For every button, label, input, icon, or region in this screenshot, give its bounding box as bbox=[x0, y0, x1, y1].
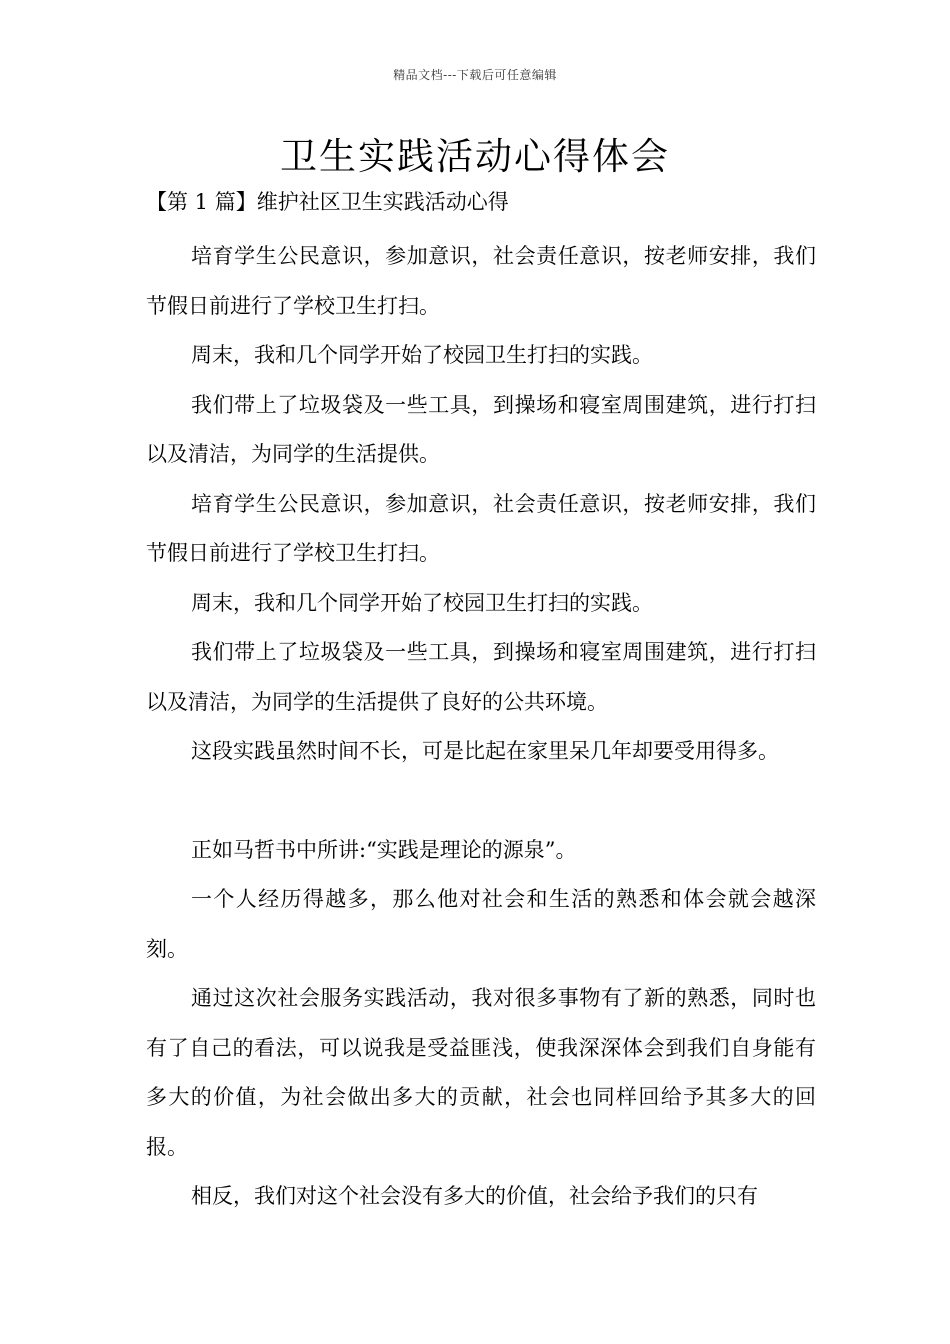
paragraph: 正如马哲书中所讲:“实践是理论的源泉”。 bbox=[191, 837, 577, 862]
paragraph: 通过这次社会服务实践活动，我对很多事物有了新的熟悉，同时也有了自己的看法，可以说我是受益匪浅，使我深深体会到我们自身能有多大的价值，为社会做出多大的贡献，社会也同样回给予其多大的回报。 bbox=[146, 986, 816, 1159]
paragraph: 培育学生公民意识，参加意识，社会责任意识，按老师安排，我们节假日前进行了学校卫生打扫。 bbox=[146, 491, 816, 565]
paragraph: 周末，我和几个同学开始了校园卫生打扫的实践。 bbox=[191, 343, 653, 367]
section-heading: 【第 1 篇】维护社区卫生实践活动心得 bbox=[146, 190, 509, 214]
document-body bbox=[146, 232, 816, 1222]
paragraph: 我们带上了垃圾袋及一些工具，到操场和寝室周围建筑，进行打扫以及清洁，为同学的生活提供了良好的公共环境。 bbox=[146, 640, 816, 714]
paragraph: 培育学生公民意识，参加意识，社会责任意识，按老师安排，我们节假日前进行了学校卫生打扫。 bbox=[146, 244, 816, 318]
paragraph: 周末，我和几个同学开始了校园卫生打扫的实践。 bbox=[191, 590, 653, 615]
header-note: 精品文档---下载后可任意编辑 bbox=[393, 68, 557, 82]
paragraph: 相反，我们对这个社会没有多大的价值，社会给予我们的只有 bbox=[191, 1184, 758, 1208]
paragraph: 一个人经历得越多，那么他对社会和生活的熟悉和体会就会越深刻。 bbox=[146, 887, 816, 961]
document-title: 卫生实践活动心得体会 bbox=[280, 135, 670, 178]
paragraph: 这段实践虽然时间不长，可是比起在家里呆几年却要受用得多。 bbox=[191, 739, 779, 763]
paragraph: 我们带上了垃圾袋及一些工具，到操场和寝室周围建筑，进行打扫以及清洁，为同学的生活提供。 bbox=[146, 392, 816, 466]
